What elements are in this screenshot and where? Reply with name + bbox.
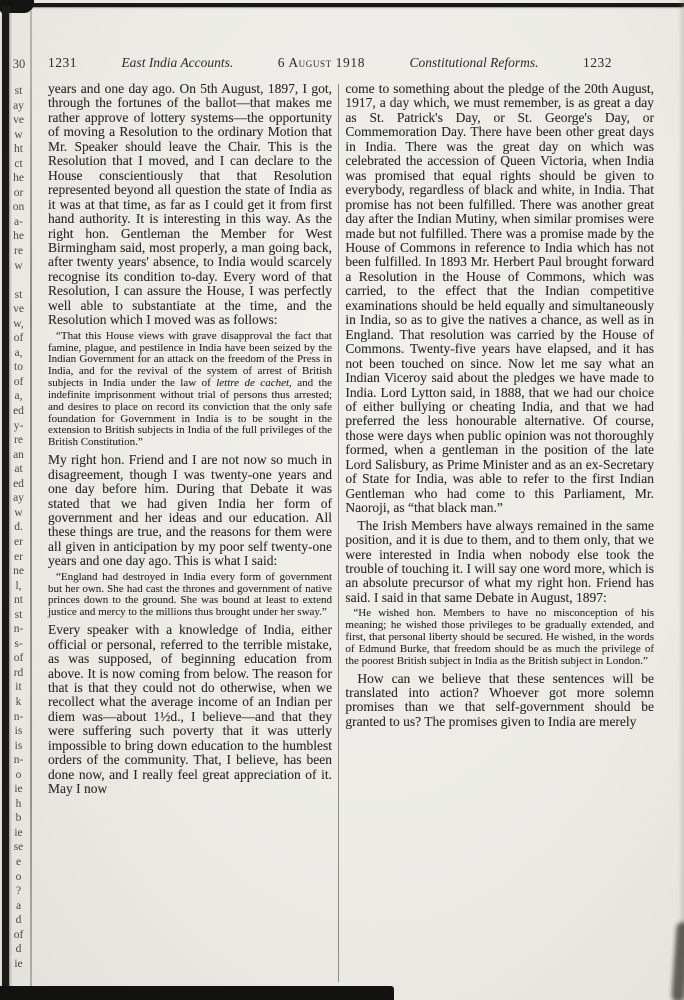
- margin-text-fragment: ed: [13, 477, 24, 490]
- column-divider: [338, 84, 339, 982]
- margin-text-fragment: se: [13, 841, 24, 854]
- margin-text-fragment: d: [15, 914, 22, 927]
- margin-text-fragment: o: [15, 870, 22, 883]
- margin-text-fragment: a-: [14, 215, 23, 228]
- margin-text-fragment: is: [14, 739, 23, 752]
- page-number-right: 1232: [582, 55, 612, 70]
- margin-text-fragment: b: [15, 812, 22, 825]
- paragraph: come to something about the pledge of the 20th August, 1917, a day which, we must remember, is as great a day as St. Patrick's Day, or St. George's Day, or Commemoration Day. There have been other great days in India. There was the great day on which was celebrated the accession of Queen Victoria, when India was promised that equal rights should be given to everybody, regardless of black and white, in India. That promise has not been fulfilled. There was another great day after the Indian Mutiny, when similar promises were made but not fulfilled. There was a promise made by the House of Commons in reference to India which has not been fulfilled. In 1893 Mr. Herbert Paul brought forward a Resolution in the House of Commons, which was carried, to the effect that the Indian competitive examinations should be held equally and simultaneously in India, so as to give the natives a chance, as well as in England. That resolution was carried by the House of Commons. Twenty-five years have elapsed, and it has not been touched on since. Now let me say what an Indian Viceroy said about the pledges we have made to India. Lord Lytton said, in 1888, that we had our choice of either bullying or cheating India, and that we had preferred the less honourable alternative. Of course, those were days when public opinion was not thoroughly formed, when a gentleman in the position of the late Lord Salisbury, as Prime Minister and as an ex-Secretary of State for India, was able to refer to the first Indian Gentleman who had come to this Parliament, Mr. Naoroji, as “that black man.”: [345, 81, 654, 516]
- margin-text-fragment: ie: [14, 783, 23, 796]
- paragraph: How can we believe that these sentences will be translated into action? Whoever got more solemn promises than we that self-government should be granted to us? The promises given to India are merely: [345, 670, 654, 729]
- margin-text-fragment: a,: [14, 346, 23, 359]
- margin-text-fragment: to: [14, 361, 23, 374]
- margin-text-fragment: k: [15, 695, 22, 708]
- scan-edge-bottom: [0, 986, 394, 1000]
- margin-text-fragment: it: [15, 681, 22, 694]
- page-fold-line: [30, 10, 32, 992]
- margin-text-fragment: a: [15, 899, 22, 912]
- margin-text-fragment: w,: [13, 317, 24, 330]
- margin-text-fragment: rd: [13, 666, 24, 679]
- margin-text-fragment: w: [14, 259, 23, 272]
- block-quote: “He wished hon. Members to have no misconception of his meaning; he wished those privileges to be gradually extended, and first, that personal liberty should be secured. He wished, in the words of Edmund Burke, that freedom should be as much the privilege of the poorest British subject in India as the British subject in London.”: [345, 607, 654, 667]
- margin-text-fragment: er: [14, 535, 23, 548]
- margin-text-fragment: ?: [15, 885, 22, 898]
- margin-text-fragment: e: [15, 855, 22, 868]
- margin-text-fragment: re: [14, 434, 23, 447]
- margin-text-fragment: ne: [13, 565, 24, 578]
- margin-text-fragment: re: [14, 245, 23, 258]
- margin-text-fragment: st: [14, 85, 23, 97]
- quote-text: “That this House views with grave disapproval the fact that famine, plague, and pestilence in India have been seized by the Indian Government for an attack on the freedom of the Press in India, and for the revival of the system of arrest of British subjects in India under the law of: [48, 329, 332, 390]
- margin-text-fragment: ie: [14, 957, 23, 970]
- margin-text-fragment: d: [15, 943, 22, 956]
- paragraph: Every speaker with a knowledge of India, either official or personal, referred to the terrible mistake, as was supposed, of beginning education from above. It is now coming from below. The reason for that is that they could not do otherwise, when we recollect what the average income of an Indian per diem was—about 1½d., I believe—and that they were suffering such poverty that it was utterly impossible to bring down education to the humblest orders of the community. That, I believe, has been done now, and I really feel great appreciation of it. May I now: [48, 622, 332, 797]
- margin-page-number-fragment: 30: [12, 57, 26, 71]
- paragraph: The Irish Members have always remained in the same position, and it is due to them, and to them only, that we were interested in India when nobody else took the trouble of touching it. I will say one word more, which is an absolute precursor of what my right hon. Friend has said. I said in that same Debate in August, 1897:: [345, 517, 654, 605]
- margin-text-fragment: s-: [14, 637, 23, 650]
- paragraph: My right hon. Friend and I are not now so much in disagreement, though I was twenty-one years and one day before him. During that Debate it was stated that we had given India her form of government and her ideas and our education. All these things are true, and the reasons for them were all given in anticipation by my poor self twenty-one years and one day ago. This is what I said:: [48, 452, 332, 569]
- margin-text-fragment: of: [13, 332, 24, 345]
- text-columns: [48, 82, 654, 982]
- running-title-left: East India Accounts.: [121, 55, 234, 70]
- margin-text-fragment: st: [14, 288, 23, 301]
- margin-text-fragment: o: [15, 768, 22, 781]
- margin-text-fragment: ht: [14, 143, 23, 156]
- header-date: 6 August 1918: [277, 55, 366, 70]
- margin-text-fragment: n-: [13, 754, 24, 767]
- scan-smudge-right: [671, 922, 684, 1000]
- margin-text-fragment: n-: [13, 710, 24, 723]
- margin-text-fragment: st: [14, 608, 23, 621]
- margin-text-fragment: w: [14, 506, 23, 519]
- column-right: [345, 82, 654, 982]
- scan-edge-top: [0, 3, 684, 7]
- margin-text-fragment: d.: [14, 521, 23, 534]
- quote-text: , and the indefinite imprisonment without trial of persons thus arrested; and desires to place on record its conviction that the only safe foundation for Government in India is to be sought in the extension to British subjects in India of the full privileges of the British Constitution.”: [48, 377, 332, 449]
- margin-text-fragment: l,: [15, 579, 22, 592]
- margin-text-fragment: an: [13, 448, 24, 461]
- scan-shade-right: [678, 0, 684, 1000]
- margin-text-fragment: at: [14, 463, 23, 476]
- running-title-right: Constitutional Reforms.: [409, 55, 539, 70]
- column-left: [48, 82, 332, 982]
- paragraph: years and one day ago. On 5th August, 1897, I got, through the fortunes of the ballot—that makes me rather approve of lottery systems—the opportunity of moving a Resolution to the ordinary Motion that Mr. Speaker should leave the Chair. This is the Resolution that I moved, and I can declare to the House conscientiously that that Resolution represented beyond all question the state of India as it was at that time, as far as I could get it from first hand authority. It is interesting in this way. As the right hon. Gentleman the Member for West Birmingham said, most properly, a man going back, after twenty years' absence, to India would scarcely recognise its condition to-day. Every word of that Resolution, I can assure the House, I was perfectly well able to substantiate at the time, and the Resolution which I moved was as follows:: [48, 81, 332, 328]
- margin-text-fragment: of: [13, 928, 24, 941]
- margin-text-fragment: he: [13, 230, 24, 243]
- margin-text-fragment: y-: [13, 419, 24, 432]
- margin-text-fragment: ay: [13, 492, 24, 505]
- margin-text-fragment: he: [13, 172, 24, 185]
- margin-text-fragment: n-: [13, 623, 24, 636]
- margin-text-fragment: ed: [13, 405, 24, 418]
- margin-text-fragment: of: [13, 375, 24, 388]
- margin-text-fragment: ay: [13, 99, 24, 112]
- page-number-left: 1231: [48, 55, 77, 70]
- margin-text-fragment: nt: [14, 594, 23, 607]
- block-quote: [48, 331, 332, 449]
- margin-text-fragment: er: [14, 550, 23, 563]
- margin-text-fragment: is: [14, 725, 23, 738]
- page-header: [48, 55, 612, 71]
- margin-text-fragment: w: [14, 128, 23, 141]
- margin-text-fragment: ve: [13, 114, 24, 127]
- margin-text-fragment: ie: [14, 826, 23, 839]
- margin-text-fragment: on: [12, 201, 25, 214]
- block-quote: “England had destroyed in India every form of government but her own. She had cast the thrones and government of native princes down to the ground. She was bound at least to extend justice and mercy to the millions thus brought under her sway.”: [48, 570, 332, 619]
- margin-text-fragment: a,: [14, 390, 23, 403]
- margin-text-fragment: h: [15, 797, 22, 810]
- margin-fragment-strip: [8, 84, 29, 971]
- quote-italic-phrase: lettre de cachet: [216, 377, 290, 390]
- margin-text-fragment: ct: [14, 157, 23, 170]
- margin-text-fragment: [8, 273, 29, 288]
- margin-text-fragment: or: [13, 186, 24, 199]
- margin-text-fragment: of: [13, 652, 24, 665]
- margin-text-fragment: ve: [13, 303, 24, 316]
